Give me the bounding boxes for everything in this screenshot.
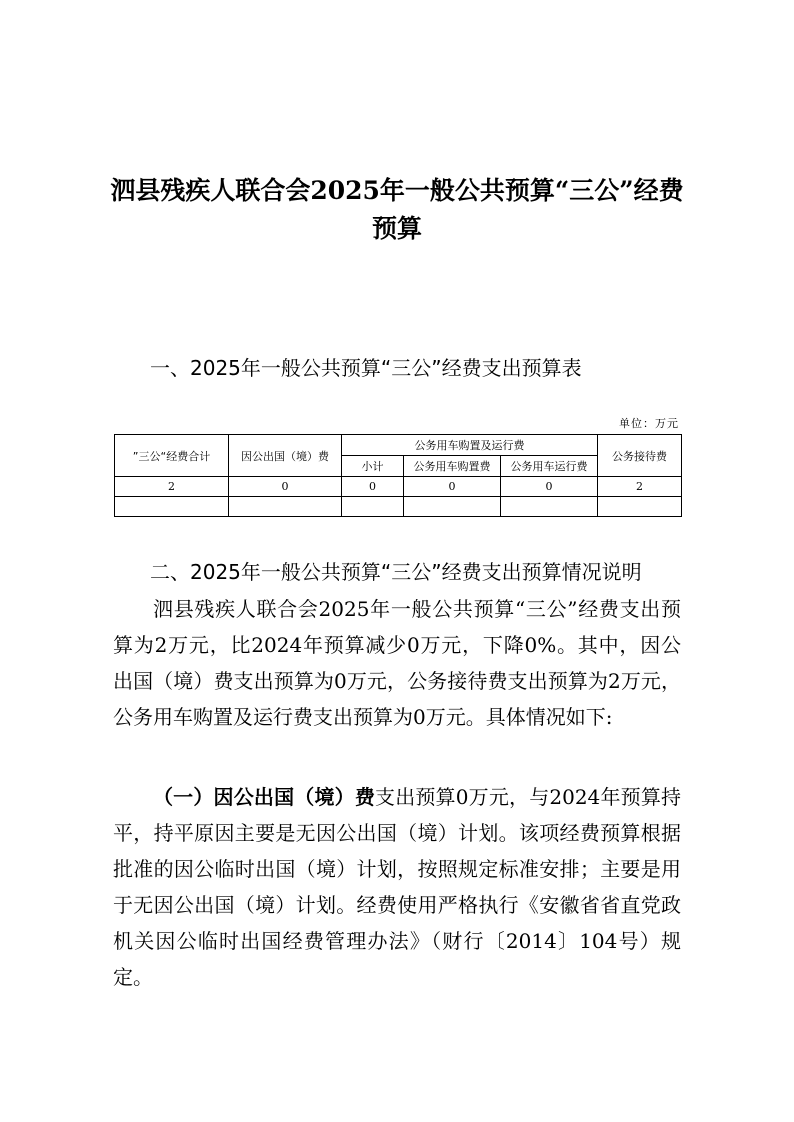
cell-reception: 2 — [598, 477, 682, 497]
budget-table — [114, 434, 682, 517]
header-vehicle-purchase: 公务用车购置费 — [404, 456, 501, 477]
unit-label: 单位：万元 — [619, 417, 679, 430]
header-reception: 公务接待费 — [598, 435, 682, 477]
cell-vehicle-subtotal: 0 — [342, 477, 404, 497]
section-heading-budget-table: 一、2025年一般公共预算“三公”经费支出预算表 — [150, 356, 582, 380]
table-row-empty — [115, 497, 682, 517]
table-row — [115, 477, 682, 497]
header-vehicle: 公务用车购置及运行费 — [342, 435, 598, 456]
cell-overseas-travel: 0 — [229, 477, 342, 497]
section-heading-explanation: 二、2025年一般公共预算“三公”经费支出预算情况说明 — [150, 560, 642, 584]
cell-total: 2 — [115, 477, 229, 497]
header-overseas-travel: 因公出国（境）费 — [229, 435, 342, 477]
paragraph-summary: 泗县残疾人联合会2025年一般公共预算“三公”经费支出预算为2万元，比2024年预算减少0万元，下降0%。其中，因公出国（境）费支出预算为0万元，公务接待费支出预算为2万元，公务用车购置及运行费支出预算为0万元。具体情况如下: — [113, 597, 681, 729]
paragraph-lead: （一）因公出国（境）费 — [153, 785, 376, 809]
paragraph-body: 支出预算0万元，与2024年预算持平，持平原因主要是无因公出国（境）计划。该项经费预算根据批准的因公临时出国（境）计划，按照规定标准安排；主要是用于无因公出国（境）计划。经费使用严格执行《安徽省省直党政机关因公临时出国经费管理办法》（财行〔2014〕104号）规定。 — [113, 785, 682, 989]
paragraph-overseas-travel — [113, 779, 681, 995]
cell-vehicle-operation: 0 — [501, 477, 598, 497]
cell-vehicle-purchase: 0 — [404, 477, 501, 497]
document-title: 泗县残疾人联合会2025年一般公共预算“三公”经费预算 — [110, 176, 684, 243]
header-vehicle-subtotal: 小计 — [342, 456, 404, 477]
header-vehicle-operation: 公务用车运行费 — [501, 456, 598, 477]
header-total: ”三公“经费合计 — [115, 435, 229, 477]
